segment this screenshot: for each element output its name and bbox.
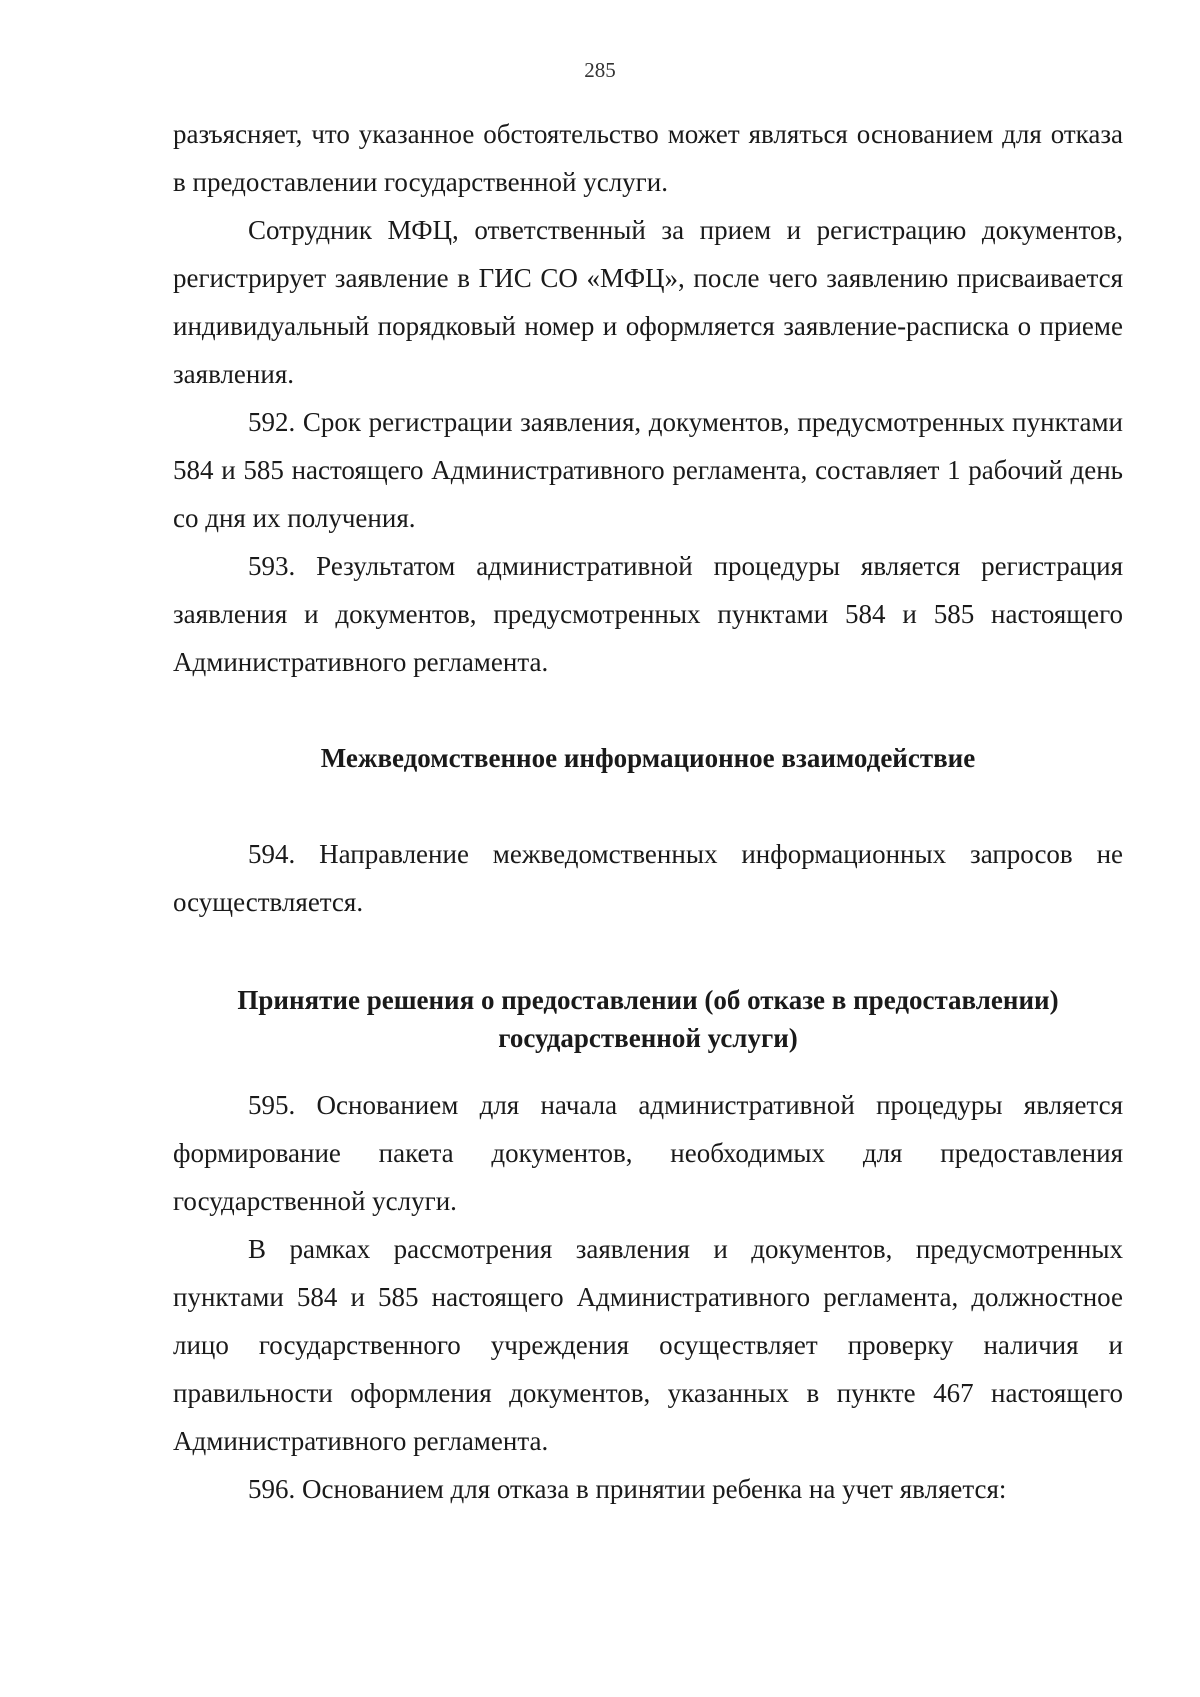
paragraph-593: 593. Результатом административной процедуры является регистрация заявления и документов, предусмотренных пунктами 584 и 585 настоящего Административного регламента. [173,551,1123,677]
page-number: 285 [584,58,616,82]
section-heading-decision-line1: Принятие решения о предоставлении (об отказе в предоставлении) [237,985,1059,1015]
document-body [173,110,1123,1513]
paragraph-595: 595. Основанием для начала административной процедуры является формирование пакета документов, необходимых для предоставления государственной услуги. [173,1090,1123,1216]
section-heading-interagency: Межведомственное информационное взаимодействие [320,743,976,773]
paragraph-review: В рамках рассмотрения заявления и документов, предусмотренных пунктами 584 и 585 настоящего Административного регламента, должностное лицо государственного учреждения осуществляет проверку наличия и правильности оформления документов, указанных в пункте 467 настоящего Административного регламента. [173,1234,1123,1456]
paragraph-592: 592. Срок регистрации заявления, документов, предусмотренных пунктами 584 и 585 настоящего Административного регламента, составляет 1 рабочий день со дня их получения. [173,407,1123,533]
paragraph-594: 594. Направление межведомственных информационных запросов не осуществляется. [173,839,1123,917]
paragraph-continuation: разъясняет, что указанное обстоятельство может являться основанием для отказа в предоставлении государственной услуги. [173,119,1123,197]
paragraph-596: 596. Основанием для отказа в принятии ребенка на учет является: [248,1474,1007,1504]
section-heading-decision [173,981,1123,1057]
section-heading-decision-line2: государственной услуги) [498,1023,798,1053]
paragraph-mfc-registration: Сотрудник МФЦ, ответственный за прием и регистрацию документов, регистрирует заявление в ГИС СО «МФЦ», после чего заявлению присваивается индивидуальный порядковый номер и оформляется заявление-расписка о приеме заявления. [173,215,1123,389]
